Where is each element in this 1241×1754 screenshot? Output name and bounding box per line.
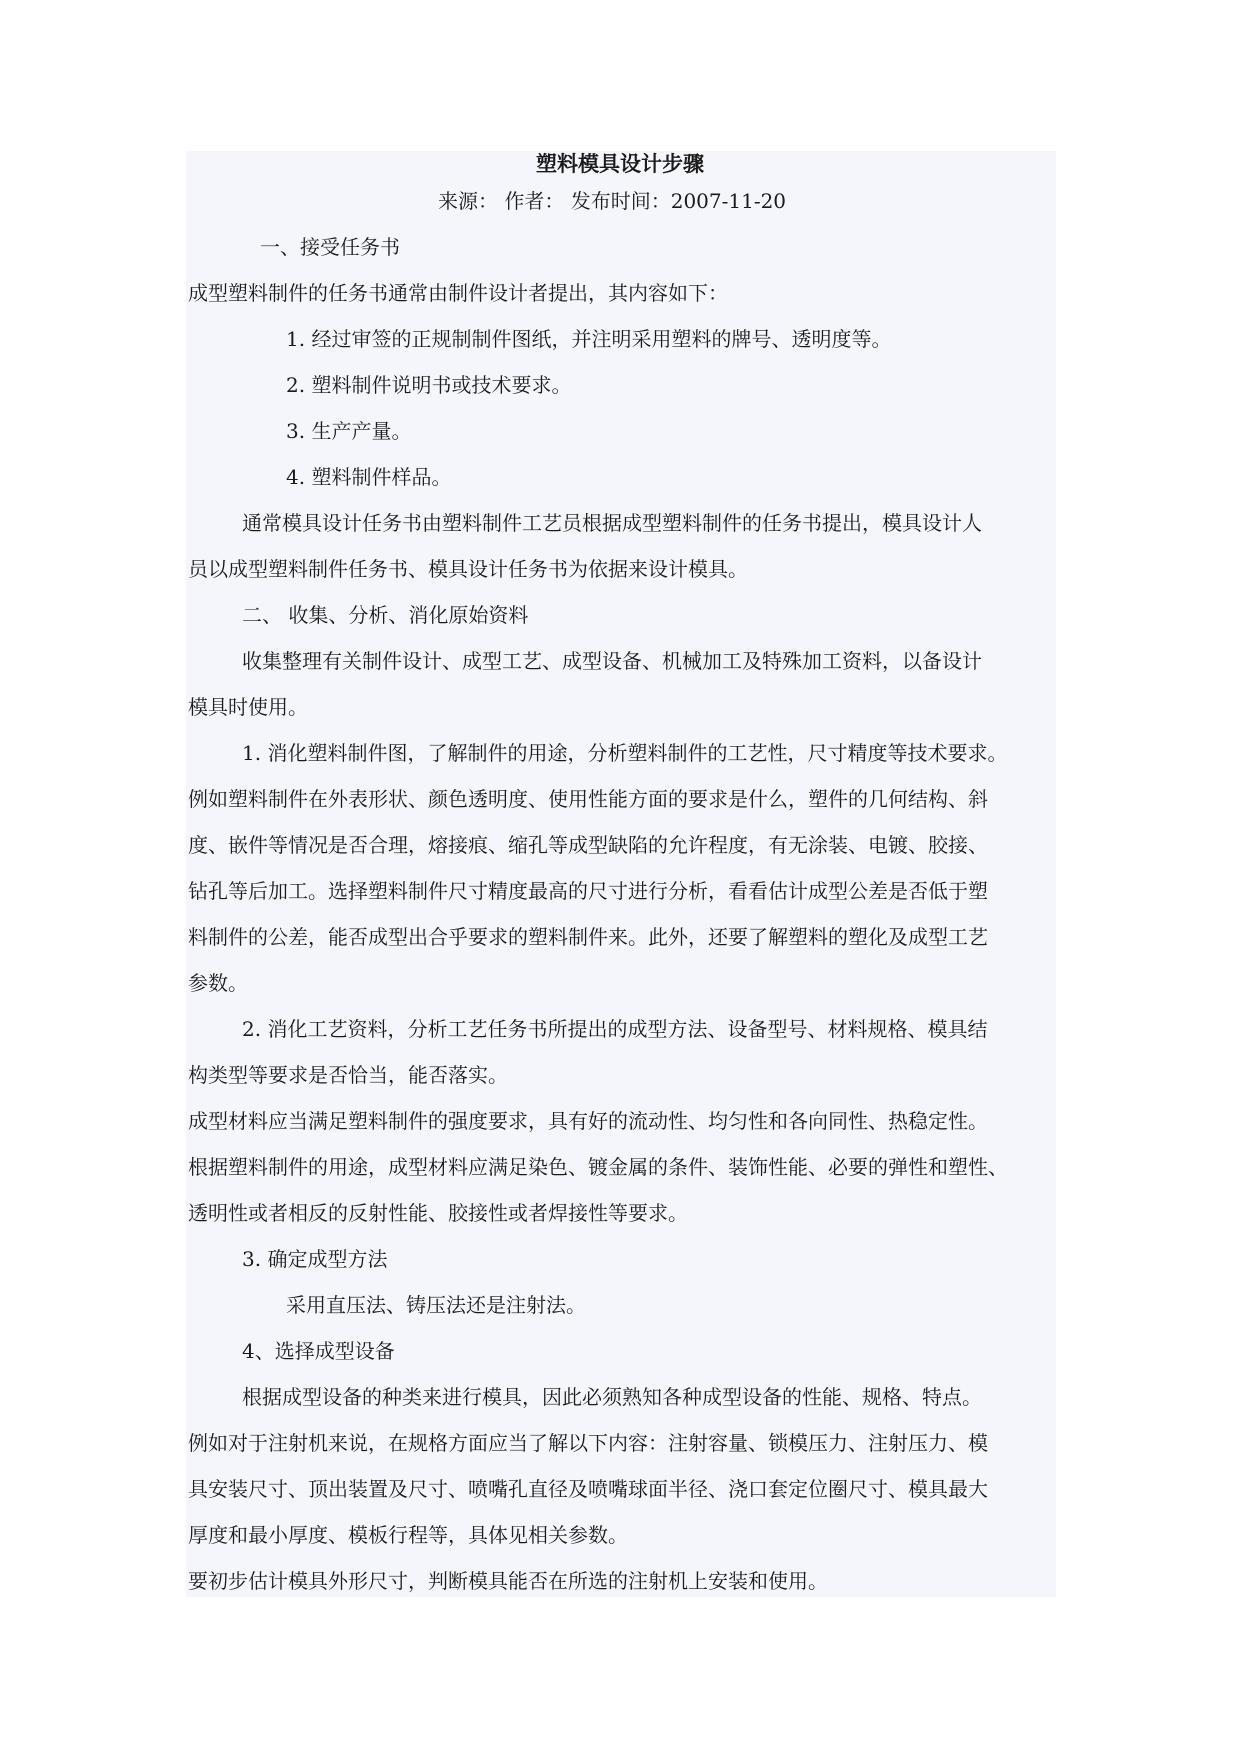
paragraph-line: 模具时使用。 [188,695,308,719]
list-item: 1. 经过审签的正规制制件图纸，并注明采用塑料的牌号、透明度等。 [286,327,892,351]
paragraph-line: 员以成型塑料制件任务书、模具设计任务书为依据来设计模具。 [188,557,748,581]
paragraph-line: 度、嵌件等情况是否合理，熔接痕、缩孔等成型缺陷的允许程度，有无涂装、电镀、胶接、 [188,833,988,857]
paragraph-line: 通常模具设计任务书由塑料制件工艺员根据成型塑料制件的任务书提出，模具设计人 [242,511,982,535]
paragraph-line: 成型塑料制件的任务书通常由制件设计者提出，其内容如下： [188,281,728,305]
section-heading-1: 一、接受任务书 [260,235,400,259]
paragraph-line: 根据塑料制件的用途，成型材料应满足染色、镀金属的条件、装饰性能、必要的弹性和塑性、 [188,1155,1008,1179]
paragraph-line: 钻孔等后加工。选择塑料制件尺寸精度最高的尺寸进行分析，看看估计成型公差是否低于塑 [188,879,988,903]
paragraph-line: 厚度和最小厚度、模板行程等，具体见相关参数。 [188,1523,628,1547]
paragraph-line: 1. 消化塑料制件图，了解制件的用途，分析塑料制件的工艺性，尺寸精度等技术要求。 [242,741,1008,765]
paragraph-line: 构类型等要求是否恰当，能否落实。 [188,1063,508,1087]
subsection-heading: 3. 确定成型方法 [242,1247,388,1271]
paragraph-line: 收集整理有关制件设计、成型工艺、成型设备、机械加工及特殊加工资料，以备设计 [242,649,982,673]
paragraph-line: 根据成型设备的种类来进行模具，因此必须熟知各种成型设备的性能、规格、特点。 [242,1385,982,1409]
paragraph-line: 具安装尺寸、顶出装置及尺寸、喷嘴孔直径及喷嘴球面半径、浇口套定位圈尺寸、模具最大 [188,1477,988,1501]
document-meta: 来源： 作者： 发布时间：2007-11-20 [438,189,787,213]
paragraph-line: 采用直压法、铸压法还是注射法。 [286,1293,586,1317]
section-heading-2: 二、 收集、分析、消化原始资料 [242,603,529,627]
paragraph-line: 例如对于注射机来说，在规格方面应当了解以下内容：注射容量、锁模压力、注射压力、模 [188,1431,988,1455]
paragraph-line: 要初步估计模具外形尺寸，判断模具能否在所选的注射机上安装和使用。 [188,1569,828,1593]
document-title: 塑料模具设计步骤 [536,152,704,176]
paragraph-line: 例如塑料制件在外表形状、颜色透明度、使用性能方面的要求是什么，塑件的几何结构、斜 [188,787,988,811]
subsection-heading: 4、选择成型设备 [242,1339,395,1363]
paragraph-line: 料制件的公差，能否成型出合乎要求的塑料制件来。此外，还要了解塑料的塑化及成型工艺 [188,925,988,949]
list-item: 4. 塑料制件样品。 [286,465,452,489]
paragraph-line: 2. 消化工艺资料，分析工艺任务书所提出的成型方法、设备型号、材料规格、模具结 [242,1017,988,1041]
document-body [186,151,1056,1597]
list-item: 2. 塑料制件说明书或技术要求。 [286,373,572,397]
paragraph-line: 成型材料应当满足塑料制件的强度要求，具有好的流动性、均匀性和各向同性、热稳定性。 [188,1109,988,1133]
list-item: 3. 生产产量。 [286,419,412,443]
paragraph-line: 透明性或者相反的反射性能、胶接性或者焊接性等要求。 [188,1201,688,1225]
paragraph-line: 参数。 [188,971,248,995]
